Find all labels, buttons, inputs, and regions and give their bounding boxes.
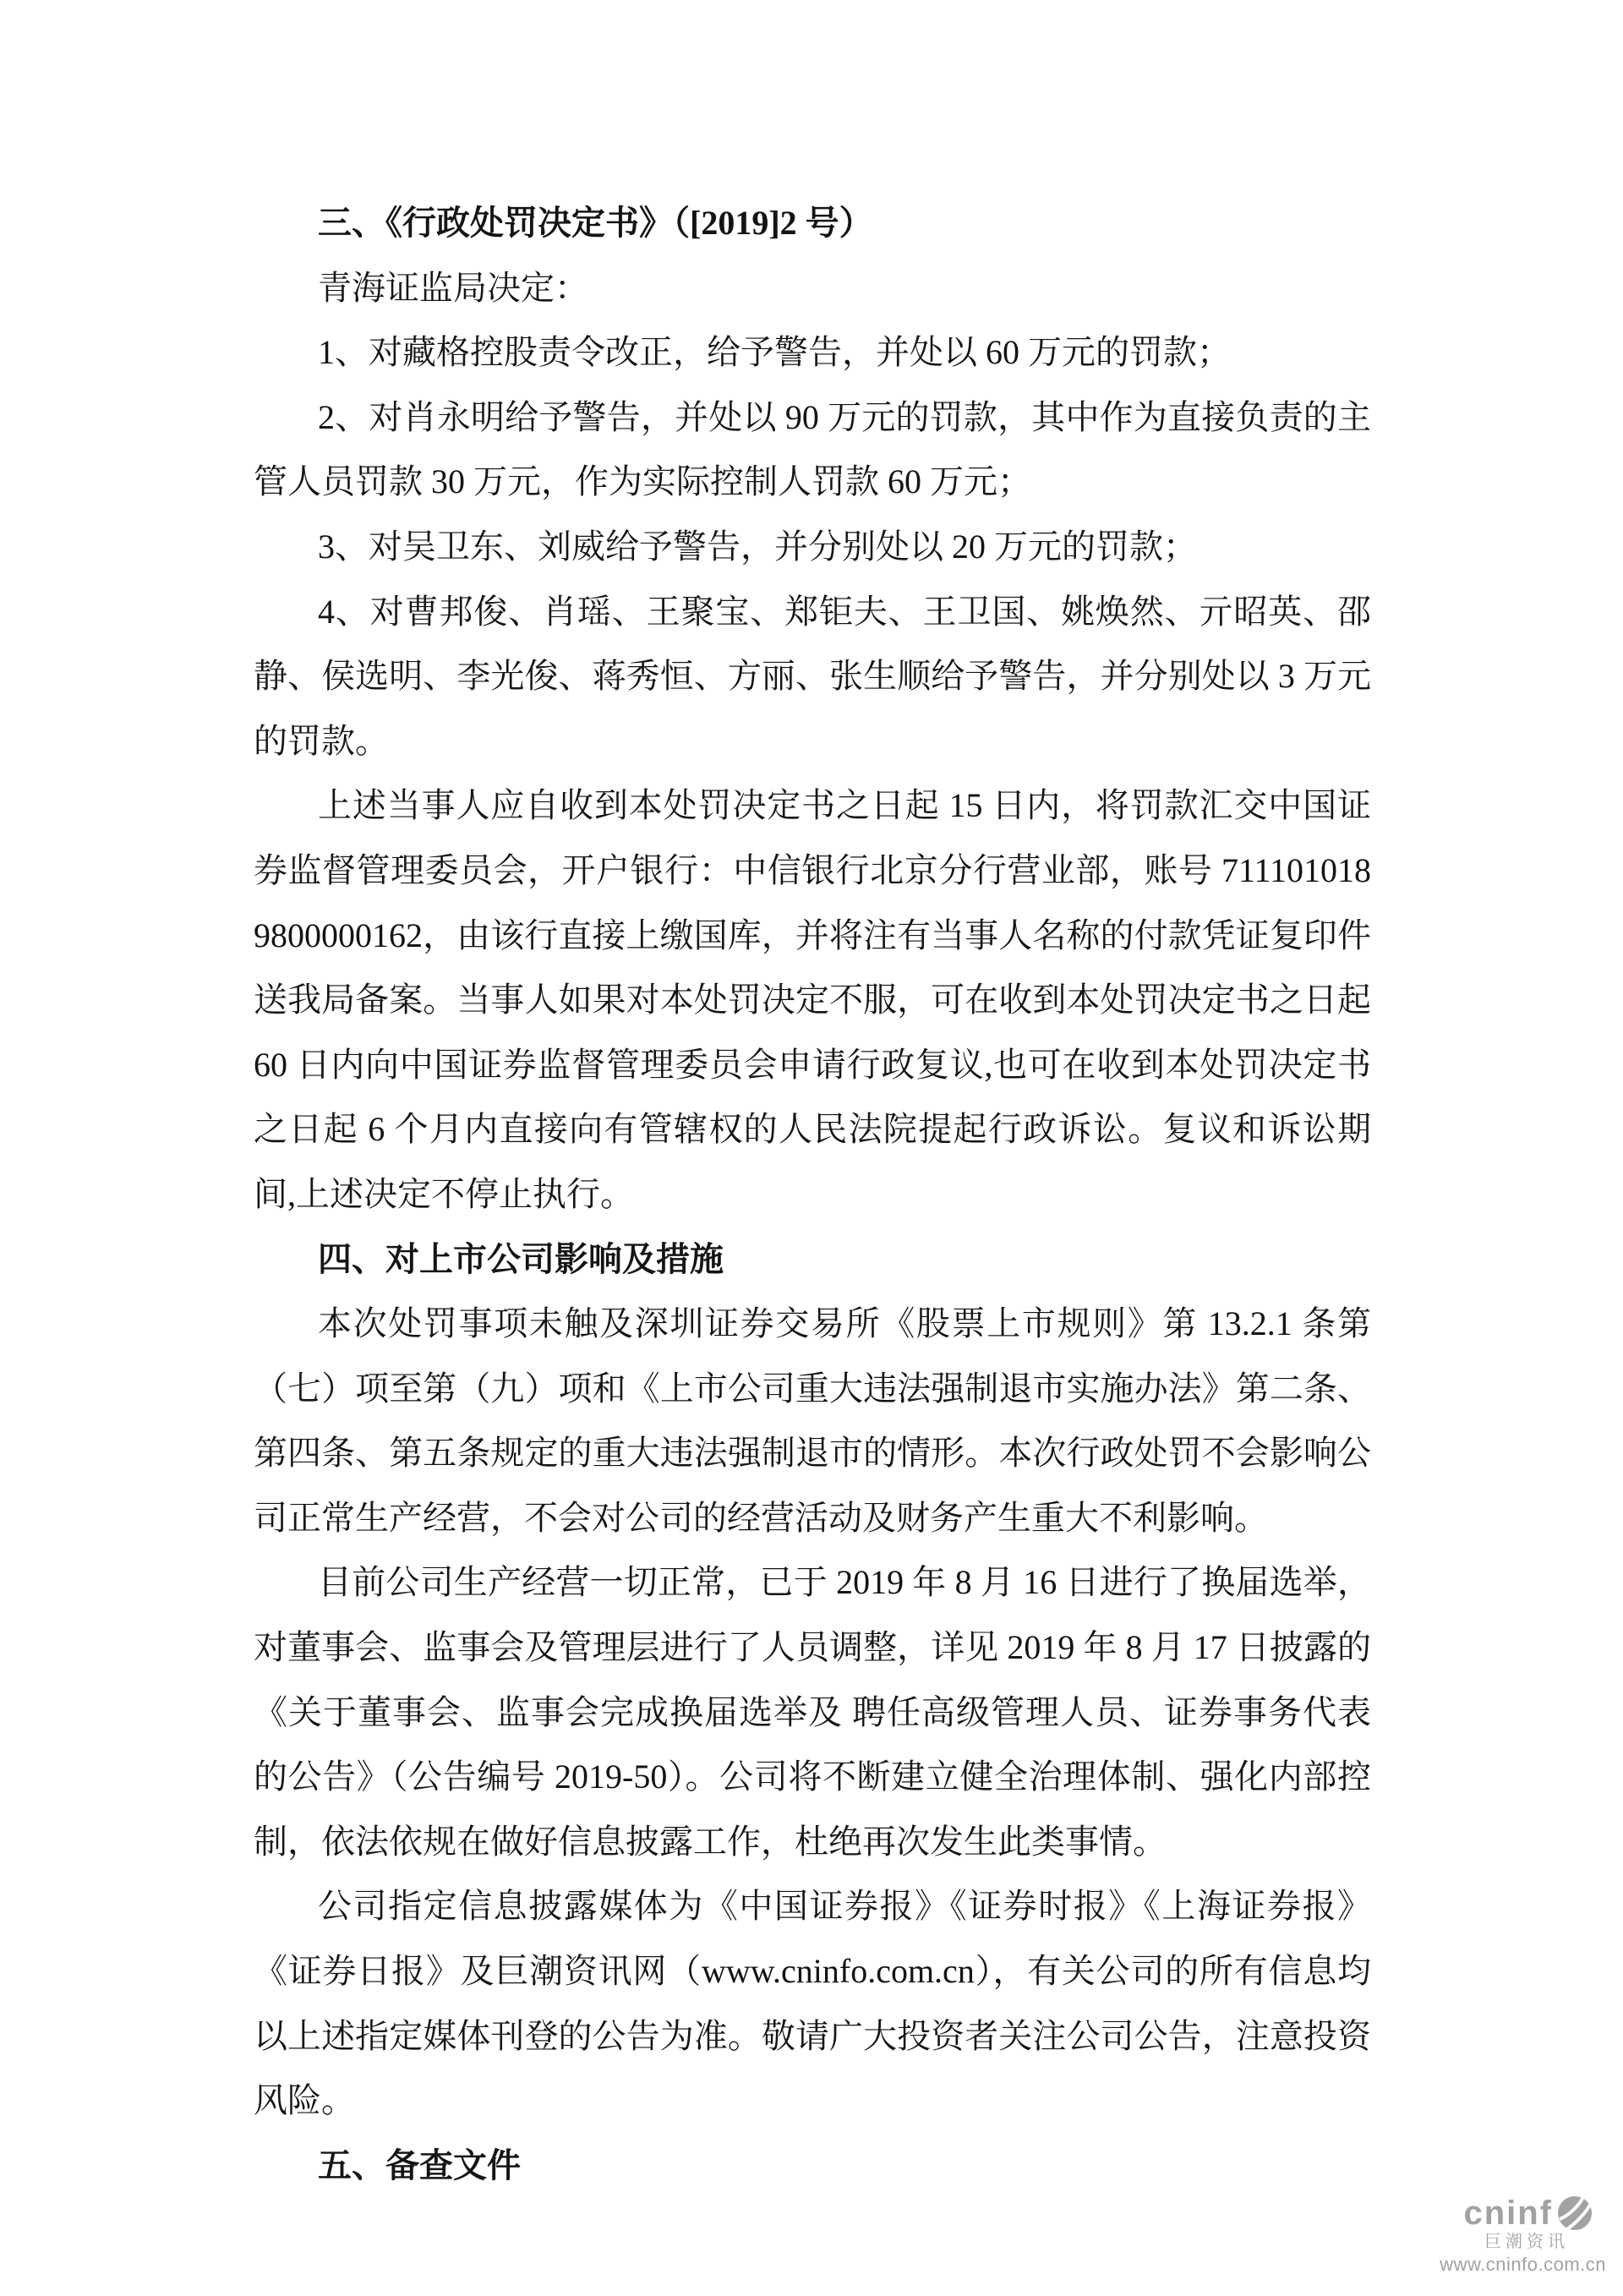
- cninfo-logo-icon: [1557, 2195, 1593, 2231]
- payment-paragraph: 上述当事人应自收到本处罚决定书之日起 15 日内，将罚款汇交中国证券监督管理委员会，开户银行：中信银行北京分行营业部，账号 7111010189800000162，由该行直接上缴国库，并将注有当事人名称的付款凭证复印件送我局备案。当事人如果对本处罚决定不服，可在收到本处罚决定书之日起 60 日内向中国证券监督管理委员会申请行政复议,也可在收到本处罚决定书之日起 6 个月内直接向有管辖权的人民法院提起行政诉讼。复议和诉讼期间,上述决定不停止执行。: [254, 786, 1371, 1213]
- cninfo-watermark: [1440, 2195, 1606, 2274]
- impact-paragraph: 本次处罚事项未触及深圳证券交易所《股票上市规则》第 13.2.1 条第（七）项至第（九）项和《上市公司重大违法强制退市实施办法》第二条、第四条、第五条规定的重大违法强制退市的情形。本次行政处罚不会影响公司正常生产经营，不会对公司的经营活动及财务产生重大不利影响。: [254, 1304, 1371, 1537]
- decision-lead: 青海证监局决定：: [318, 268, 588, 307]
- operation-paragraph: 目前公司生产经营一切正常，已于 2019 年 8 月 16 日进行了换届选举，对董事会、监事会及管理层进行了人员调整，详见 2019 年 8 月 17 日披露的《关于董事会、监事会完成换届选举及 聘任高级管理人员、证券事务代表的公告》（公告编号 2019-50）。公司将不断建立健全治理体制、强化内部控制，依法依规在做好信息披露工作，杜绝再次发生此类事情。: [254, 1563, 1371, 1861]
- cninfo-website-text: www.cninfo.com.cn: [1440, 2253, 1606, 2275]
- section4-heading: 四、对上市公司影响及措施: [318, 1239, 724, 1278]
- decision-item-4: 4、对曹邦俊、肖瑶、王聚宝、郑钜夫、王卫国、姚焕然、亓昭英、邵静、侯选明、李光俊、蒋秀恒、方丽、张生顺给予警告，并分别处以 3 万元的罚款。: [254, 592, 1371, 760]
- cninfo-brand-chinese: 巨潮资讯: [1484, 2232, 1569, 2251]
- section3-heading: 三、《行政处罚决定书》（[2019]2 号）: [318, 204, 873, 242]
- decision-item-1: 1、对藏格控股责令改正，给予警告，并处以 60 万元的罚款；: [318, 333, 1231, 372]
- decision-item-2: 2、对肖永明给予警告，并处以 90 万元的罚款，其中作为直接负责的主管人员罚款 30 万元，作为实际控制人罚款 60 万元；: [254, 397, 1371, 501]
- cninfo-brand-row: [1440, 2195, 1593, 2231]
- section5-heading: 五、备查文件: [318, 2146, 521, 2184]
- decision-item-3: 3、对吴卫东、刘威给予警告，并分别处以 20 万元的罚款；: [318, 527, 1197, 566]
- document-body: [254, 191, 1371, 2198]
- cninfo-brand-text: cninf: [1463, 2194, 1553, 2232]
- media-paragraph: 公司指定信息披露媒体为《中国证券报》《证券时报》《上海证券报》《证券日报》及巨潮资讯网（www.cninfo.com.cn），有关公司的所有信息均以上述指定媒体刊登的公告为准。敬请广大投资者关注公司公告，注意投资风险。: [254, 1887, 1371, 2120]
